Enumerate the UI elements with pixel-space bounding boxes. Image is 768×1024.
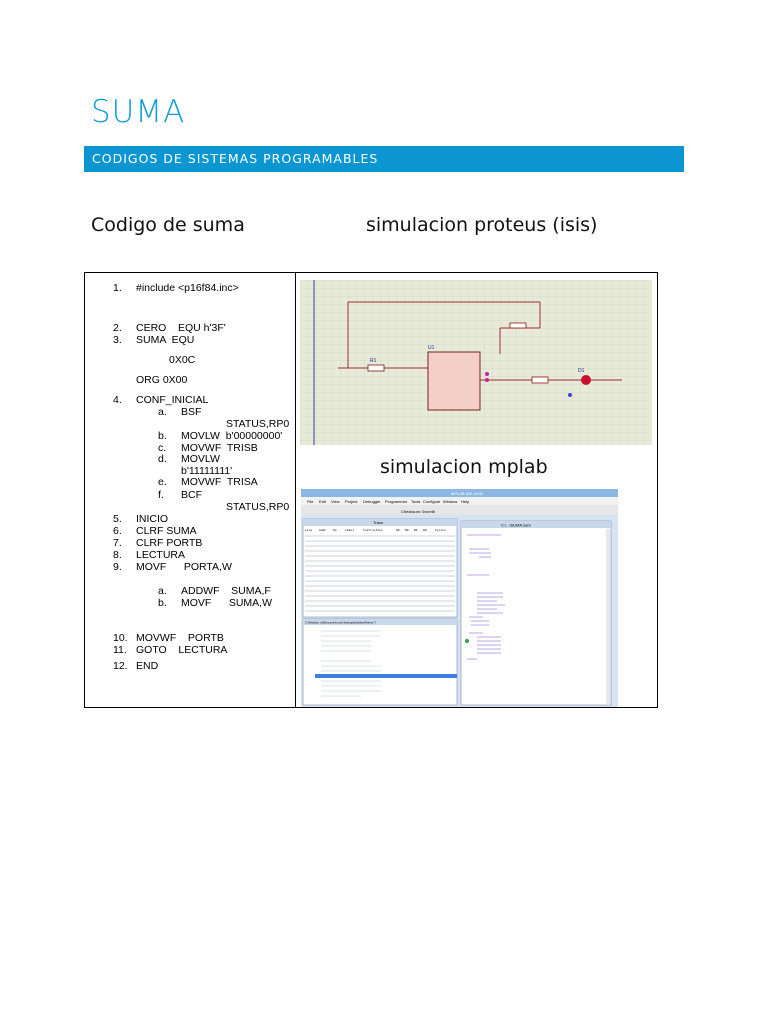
code-line (158, 430, 167, 442)
proteus-schematic (300, 280, 652, 445)
trace-header: SA (396, 529, 400, 532)
mplab-menu-configure[interactable]: Configure (423, 499, 441, 504)
code-line (136, 334, 194, 346)
code-line (136, 561, 232, 573)
led (581, 375, 591, 385)
code-line (181, 597, 272, 609)
code-line (136, 513, 168, 525)
code-line (113, 660, 128, 672)
code-line (136, 525, 197, 537)
code-number: 8. (113, 549, 122, 561)
code-text: STATUS,RP0 (226, 501, 290, 513)
code-text: ADDWF SUMA,F (181, 585, 271, 597)
trace-header: Addr (319, 529, 327, 532)
code-text: MOVLW b'00000000' (181, 430, 283, 442)
code-text: CLRF PORTB (136, 537, 203, 549)
code-line (136, 394, 208, 406)
code-text: SUMA EQU (136, 334, 195, 346)
microcontroller-chip (428, 352, 480, 410)
code-line (136, 282, 239, 294)
code-number: 9. (113, 561, 122, 573)
code-line (113, 282, 122, 294)
code-text: END (136, 660, 159, 672)
code-text: ORG 0X00 (136, 374, 188, 386)
code-line (181, 476, 258, 488)
code-line (181, 453, 220, 465)
trace-title: Trace (373, 520, 384, 525)
section-banner (84, 146, 684, 172)
code-line (113, 632, 128, 644)
code-text: MOVLW (181, 453, 220, 465)
code-line (113, 561, 122, 573)
source-path: C:\Windows .old\Documents and Settings\jredolfoss\Partron 7 (305, 621, 376, 625)
code-line (113, 549, 122, 561)
code-line (136, 660, 158, 672)
code-text: MOVWF PORTB (136, 632, 224, 644)
mplab-menu-file[interactable]: File (307, 499, 314, 504)
probe-marker (568, 393, 572, 397)
led-label: D1 (578, 368, 585, 374)
mplab-screenshot (301, 489, 618, 707)
code-line (113, 644, 127, 656)
code-text: b'11111111' (181, 465, 233, 477)
code-line (158, 597, 167, 609)
code-number: a. (158, 585, 167, 597)
code-line (158, 406, 167, 418)
mplab-menu-programmer[interactable]: Programmer (385, 499, 408, 504)
code-text: GOTO LECTURA (136, 644, 228, 656)
code-text: CERO EQU h'3F' (136, 322, 226, 334)
code-text: #include <p16f84.inc> (136, 282, 239, 294)
code-line (136, 374, 187, 386)
code-text: CLRF SUMA (136, 525, 197, 537)
code-text: MOVWF TRISB (181, 442, 258, 454)
mplab-menu-debugger[interactable]: Debugger (363, 499, 381, 504)
editor-scrollbar[interactable] (606, 529, 610, 705)
resistor (510, 323, 526, 328)
trace-header: DA (414, 529, 418, 532)
code-text: MOVF PORTA,W (136, 561, 232, 573)
checksum-label: Checksum: 0xce4b (401, 509, 436, 514)
trace-header: Instruction (363, 529, 383, 532)
code-line (113, 525, 122, 537)
code-number: 4. (113, 394, 122, 406)
code-number: f. (158, 489, 164, 501)
page-title: SUMA (91, 94, 186, 130)
heading-proteus: simulacion proteus (isis) (366, 214, 598, 236)
code-number: e. (158, 476, 167, 488)
trace-header: Op (333, 529, 337, 532)
code-line (226, 418, 289, 430)
code-line (113, 334, 122, 346)
trace-header: Label (345, 529, 355, 532)
breakpoint-marker (465, 639, 469, 643)
code-line (113, 537, 122, 549)
code-line (158, 453, 167, 465)
pin-marker (485, 372, 489, 376)
code-number: 3. (113, 334, 122, 346)
code-text: MOVF SUMA,W (181, 597, 272, 609)
mplab-menu-help[interactable]: Help (461, 499, 470, 504)
mplab-menu-view[interactable]: View (331, 499, 340, 504)
source-highlight (315, 674, 457, 678)
code-number: 2. (113, 322, 122, 334)
resistor (368, 365, 384, 371)
code-text: BSF (181, 406, 202, 418)
code-line (113, 394, 122, 406)
code-number: 10. (113, 632, 128, 644)
resistor-label: R1 (370, 358, 377, 364)
chip-label: U1 (428, 345, 435, 351)
code-line (136, 537, 202, 549)
trace-header: DD (423, 529, 427, 532)
code-line (136, 549, 185, 561)
trace-window (303, 519, 457, 617)
heading-code: Codigo de suma (91, 214, 245, 236)
trace-header: Cycles (435, 529, 446, 532)
code-text: INICIO (136, 513, 169, 525)
editor-titlebar (461, 521, 611, 528)
code-number: b. (158, 430, 167, 442)
mplab-window-title: MPLAB IDE v8.92 (451, 491, 484, 496)
code-line (181, 585, 271, 597)
trace-header: Line (305, 529, 313, 532)
code-text: CONF_INICIAL (136, 394, 209, 406)
heading-mplab: simulacion mplab (380, 456, 548, 478)
code-number: 1. (113, 282, 122, 294)
code-line (158, 476, 167, 488)
code-text: 0X0C (169, 354, 196, 366)
code-line (226, 501, 289, 513)
banner-text: CODIGOS DE SISTEMAS PROGRAMABLES (92, 151, 379, 166)
code-number: d. (158, 453, 167, 465)
code-line (158, 585, 167, 597)
code-line (113, 513, 122, 525)
code-line (136, 322, 226, 334)
code-number: 7. (113, 537, 122, 549)
code-line (113, 322, 122, 334)
resistor (532, 377, 548, 383)
code-line (136, 632, 224, 644)
trace-header: SD (405, 529, 409, 532)
code-line (181, 430, 282, 442)
pin-marker (485, 378, 489, 382)
mplab-toolbar (301, 505, 618, 515)
code-line (169, 354, 195, 366)
mplab-menu-project[interactable]: Project (345, 499, 358, 504)
code-number: c. (158, 442, 167, 454)
code-line (136, 644, 227, 656)
code-number: 12. (113, 660, 128, 672)
code-number: 5. (113, 513, 122, 525)
code-number: 11. (113, 644, 127, 656)
code-text: MOVWF TRISA (181, 476, 258, 488)
code-line (181, 489, 202, 501)
code-line (181, 406, 201, 418)
code-number: 6. (113, 525, 122, 537)
mplab-menu-tools[interactable]: Tools (411, 499, 421, 504)
source-window (303, 619, 457, 705)
code-text: BCF (181, 489, 202, 501)
code-number: a. (158, 406, 167, 418)
table-divider (295, 272, 296, 708)
code-line (158, 489, 164, 501)
mplab-menu-window[interactable]: Window (443, 499, 458, 504)
mplab-menu-edit[interactable]: Edit (319, 499, 326, 504)
code-number: b. (158, 597, 167, 609)
code-text: STATUS,RP0 (226, 418, 290, 430)
code-text: LECTURA (136, 549, 186, 561)
editor-title: C:\...\SUMA.asm (501, 522, 531, 528)
